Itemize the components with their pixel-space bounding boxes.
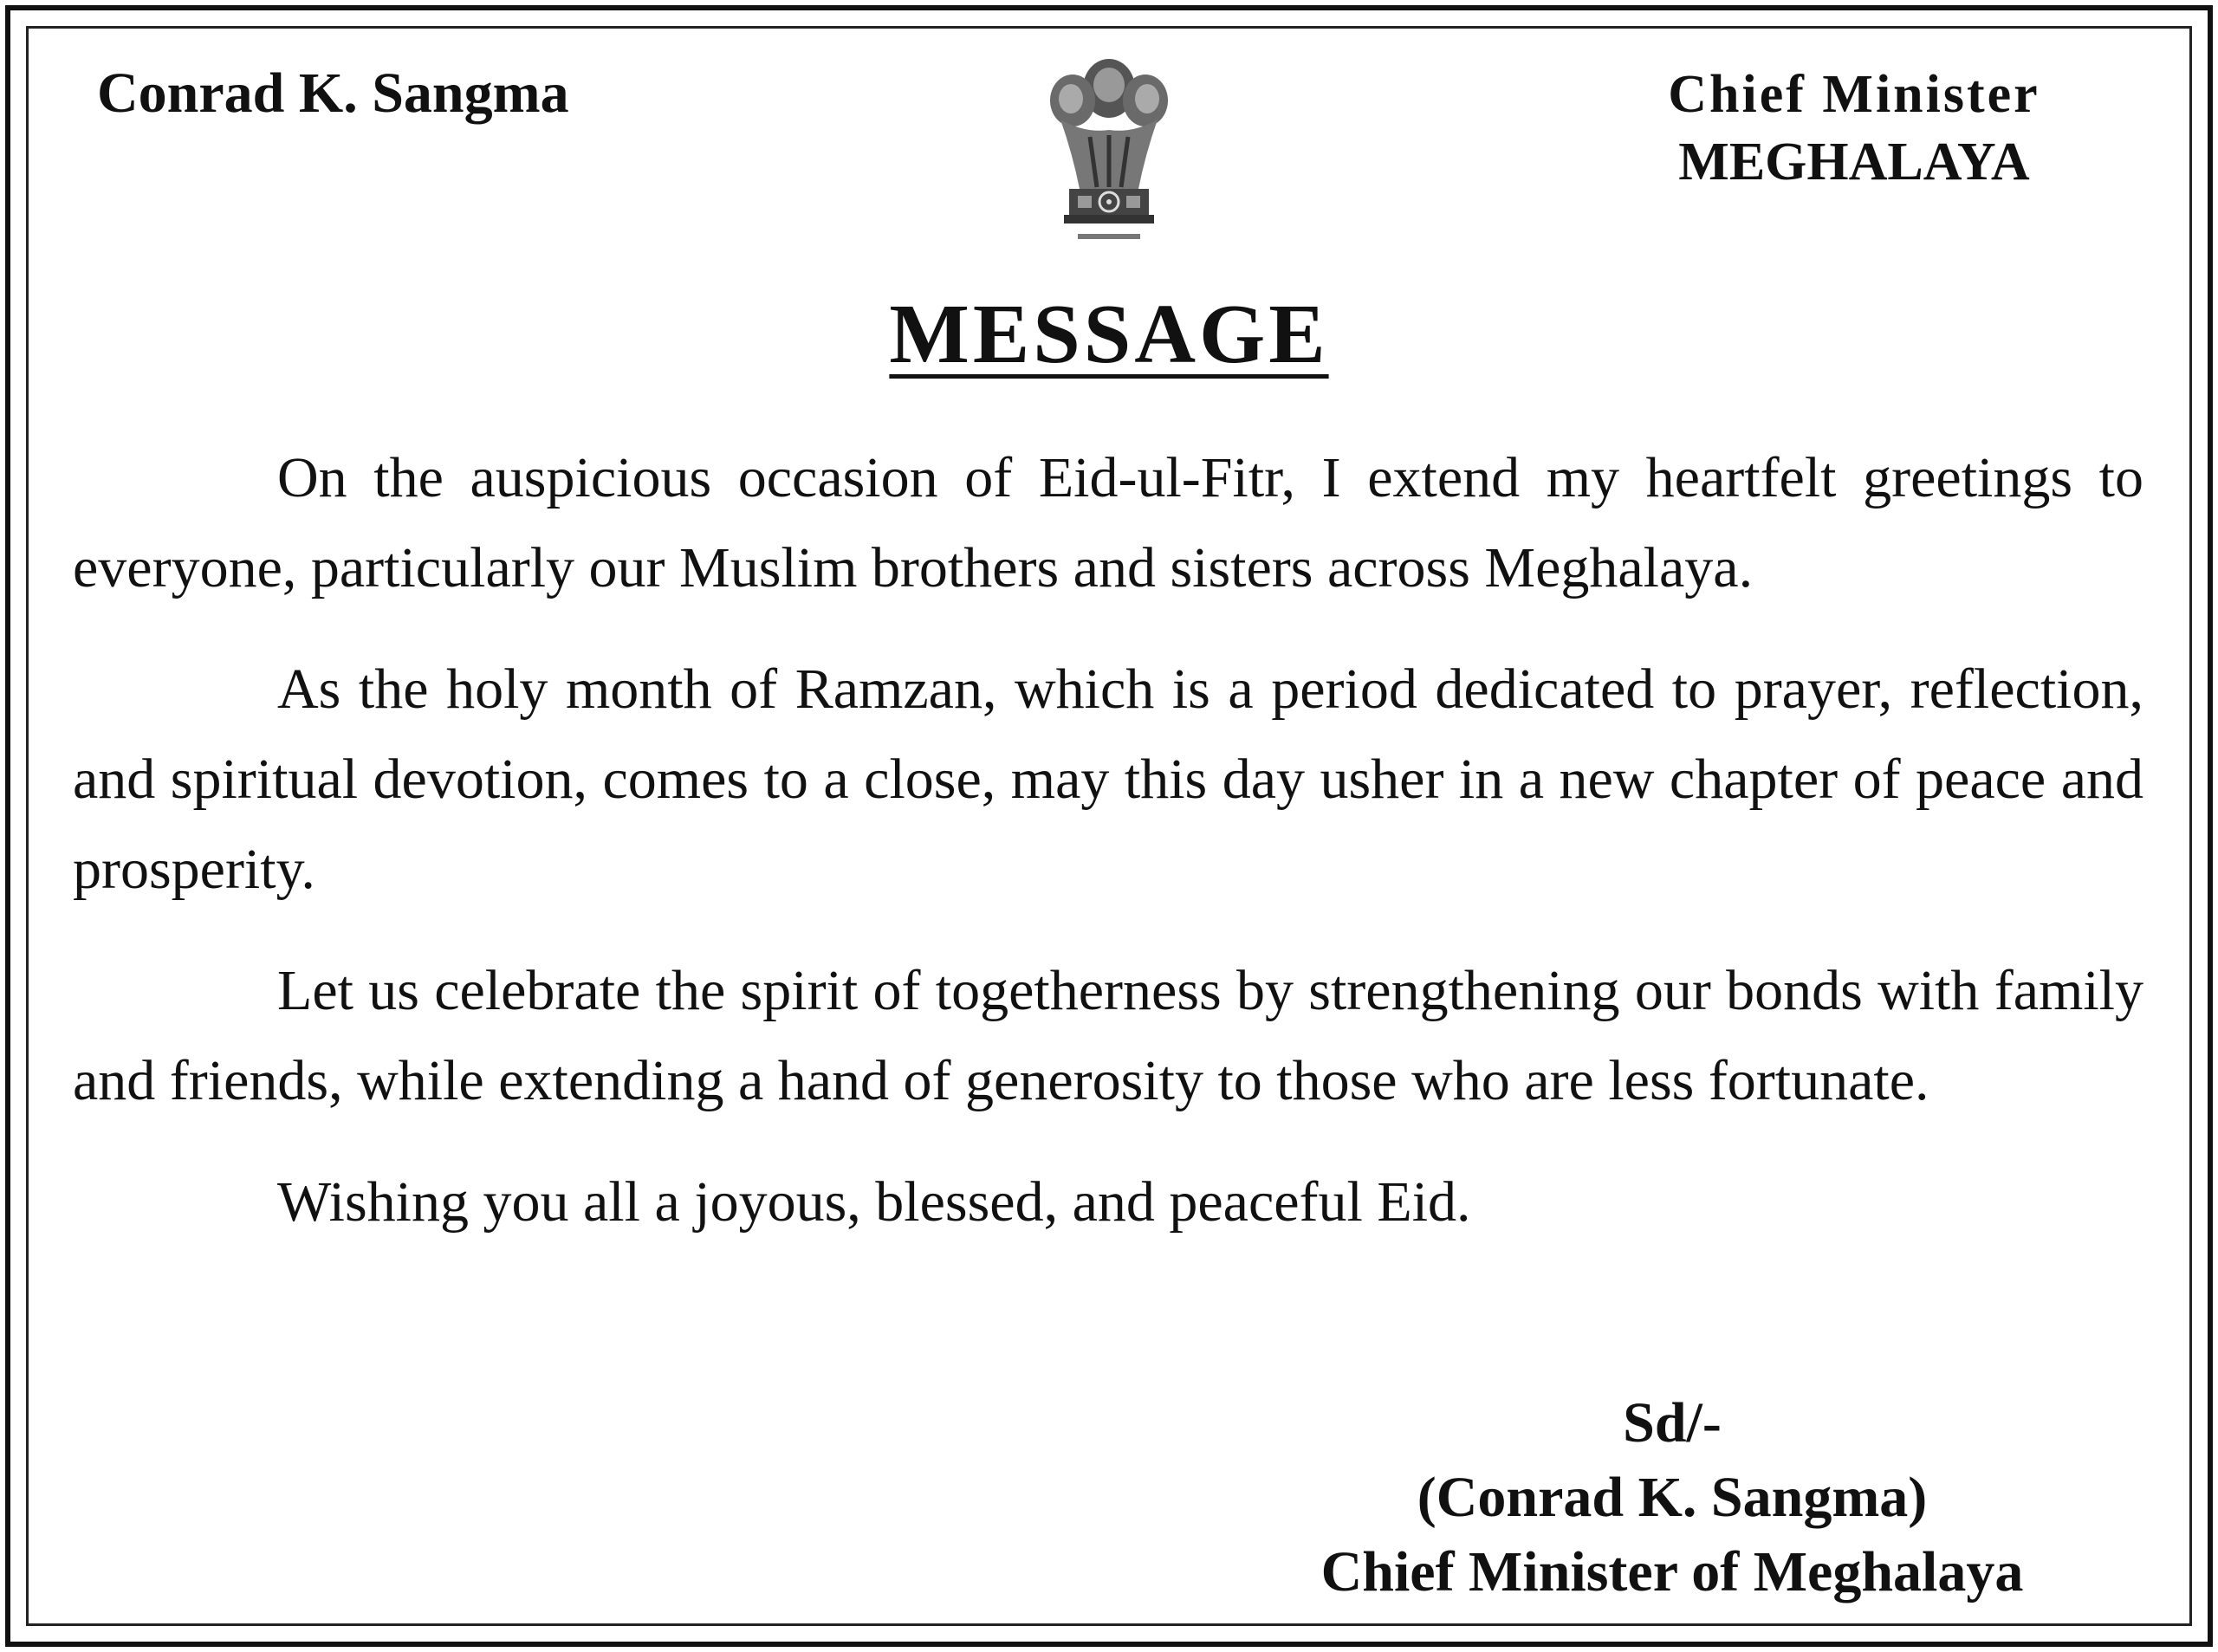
state-emblem-icon [1038, 50, 1180, 251]
header-state: MEGHALAYA [1678, 133, 2030, 191]
message-paragraph: Let us celebrate the spirit of togetherness by strengthening our bonds with family and friends, while extending a hand of generosity to those who are less fortunate. [73, 959, 2143, 1112]
signature-block [1248, 1386, 2097, 1610]
header-name: Conrad K. Sangma [97, 62, 569, 125]
signature-name: (Conrad K. Sangma) [1417, 1466, 1928, 1529]
signature-title: Chief Minister of Meghalaya [1320, 1540, 2024, 1603]
signature-sd: Sd/- [1623, 1391, 1722, 1454]
page-title-text: MESSAGE [889, 288, 1329, 381]
message-body [73, 433, 2143, 1279]
page-title [0, 286, 2218, 383]
header-designation: Chief Minister [1668, 65, 2040, 124]
header-designation-block [1603, 61, 2105, 196]
message-paragraph: As the holy month of Ramzan, which is a period dedicated to prayer, reflection, and spiritual devotion, comes to a close, may this day usher in a new chapter of peace and prosperity. [73, 658, 2143, 901]
message-paragraph: Wishing you all a joyous, blessed, and peaceful Eid. [277, 1170, 1471, 1234]
message-paragraph: On the auspicious occasion of Eid-ul-Fitr, I extend my heartfelt greetings to everyone, particularly our Muslim brothers and sisters across Meghalaya. [73, 446, 2143, 599]
